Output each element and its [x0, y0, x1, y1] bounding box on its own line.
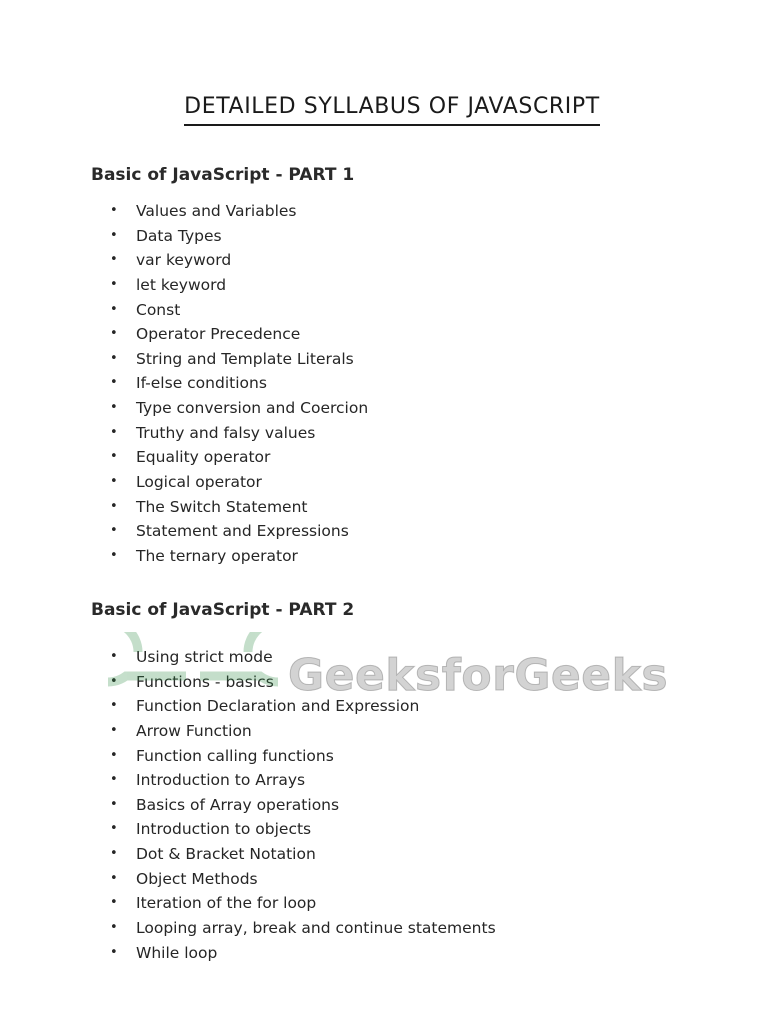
list-item-text: Functions - basics [136, 672, 274, 691]
list-item-text: Function calling functions [136, 746, 334, 765]
list-item-text: var keyword [136, 251, 232, 270]
section-heading-part-1: Basic of JavaScript - PART 1 [91, 165, 355, 185]
bullet-icon: • [110, 698, 118, 714]
list-item [110, 670, 496, 695]
list-item [110, 891, 496, 916]
topic-list-part-1 [110, 199, 368, 569]
list-item [110, 544, 368, 569]
bullet-icon: • [110, 227, 118, 243]
list-item-text: Looping array, break and continue statements [136, 919, 496, 938]
list-item-text: Const [136, 300, 181, 319]
list-item-text: Type conversion and Coercion [136, 399, 369, 418]
list-item-text: Using strict mode [136, 648, 273, 666]
bullet-icon: • [110, 722, 118, 738]
list-item [110, 793, 496, 818]
list-item-text: Introduction to Arrays [136, 771, 306, 790]
list-item-text: Object Methods [136, 869, 258, 888]
list-item [110, 199, 368, 224]
bullet-icon: • [110, 375, 118, 391]
bullet-icon: • [110, 944, 118, 960]
list-item-text: Operator Precedence [136, 325, 301, 344]
watermark-brand-text: GeeksforGeeks [288, 650, 669, 701]
list-item-text: Statement and Expressions [136, 522, 349, 541]
list-item [110, 768, 496, 793]
bullet-icon: • [110, 350, 118, 366]
list-item-text: While loop [136, 943, 218, 962]
list-item-text: The Switch Statement [136, 497, 308, 516]
bullet-icon: • [110, 424, 118, 440]
list-item [110, 694, 496, 719]
bullet-icon: • [110, 449, 118, 465]
page-title-text: DETAILED SYLLABUS OF JAVASCRIPT [184, 92, 600, 126]
list-item [110, 421, 368, 446]
list-item [110, 470, 368, 495]
list-item-text: let keyword [136, 275, 227, 294]
list-item [110, 495, 368, 520]
bullet-icon: • [110, 523, 118, 539]
list-item-text: If-else conditions [136, 374, 267, 393]
list-item [110, 396, 368, 421]
list-item [110, 248, 368, 273]
bullet-icon: • [110, 895, 118, 911]
bullet-icon: • [110, 547, 118, 563]
list-item-text: Basics of Array operations [136, 795, 340, 814]
list-item [110, 719, 496, 744]
bullet-icon: • [110, 772, 118, 788]
list-item-text: Data Types [136, 226, 222, 245]
bullet-icon: • [110, 326, 118, 342]
bullet-icon: • [110, 870, 118, 886]
bullet-icon: • [110, 474, 118, 490]
bullet-icon: • [110, 400, 118, 416]
bullet-icon: • [110, 846, 118, 862]
list-item [110, 867, 496, 892]
bullet-icon: • [110, 498, 118, 514]
list-item [110, 941, 496, 966]
bullet-icon: • [110, 920, 118, 936]
list-item-text: Logical operator [136, 473, 262, 492]
list-item [110, 273, 368, 298]
list-item [110, 519, 368, 544]
section-heading-part-2: Basic of JavaScript - PART 2 [91, 600, 355, 620]
bullet-icon: • [110, 673, 118, 689]
page-title [0, 92, 768, 126]
bullet-icon: • [110, 796, 118, 812]
bullet-icon: • [110, 649, 118, 664]
list-item [110, 371, 368, 396]
bullet-icon: • [110, 252, 118, 268]
bullet-icon: • [110, 747, 118, 763]
list-item-text: Function Declaration and Expression [136, 697, 420, 716]
list-item [110, 842, 496, 867]
list-item-text: Introduction to objects [136, 820, 312, 839]
list-item [110, 916, 496, 941]
list-item [110, 817, 496, 842]
bullet-icon: • [110, 203, 118, 218]
list-item [110, 744, 496, 769]
list-item-text: String and Template Literals [136, 349, 354, 368]
list-item [110, 645, 496, 670]
list-item-text: The ternary operator [136, 546, 298, 565]
bullet-icon: • [110, 821, 118, 837]
list-item [110, 445, 368, 470]
bullet-icon: • [110, 276, 118, 292]
list-item-text: Dot & Bracket Notation [136, 845, 316, 864]
list-item-text: Equality operator [136, 448, 271, 467]
list-item-text: Values and Variables [136, 202, 297, 220]
topic-list-part-2 [110, 645, 496, 965]
list-item-text: Arrow Function [136, 721, 252, 740]
list-item-text: Truthy and falsy values [136, 423, 316, 442]
bullet-icon: • [110, 301, 118, 317]
list-item [110, 224, 368, 249]
list-item [110, 347, 368, 372]
list-item [110, 298, 368, 323]
list-item [110, 322, 368, 347]
list-item-text: Iteration of the for loop [136, 894, 317, 913]
